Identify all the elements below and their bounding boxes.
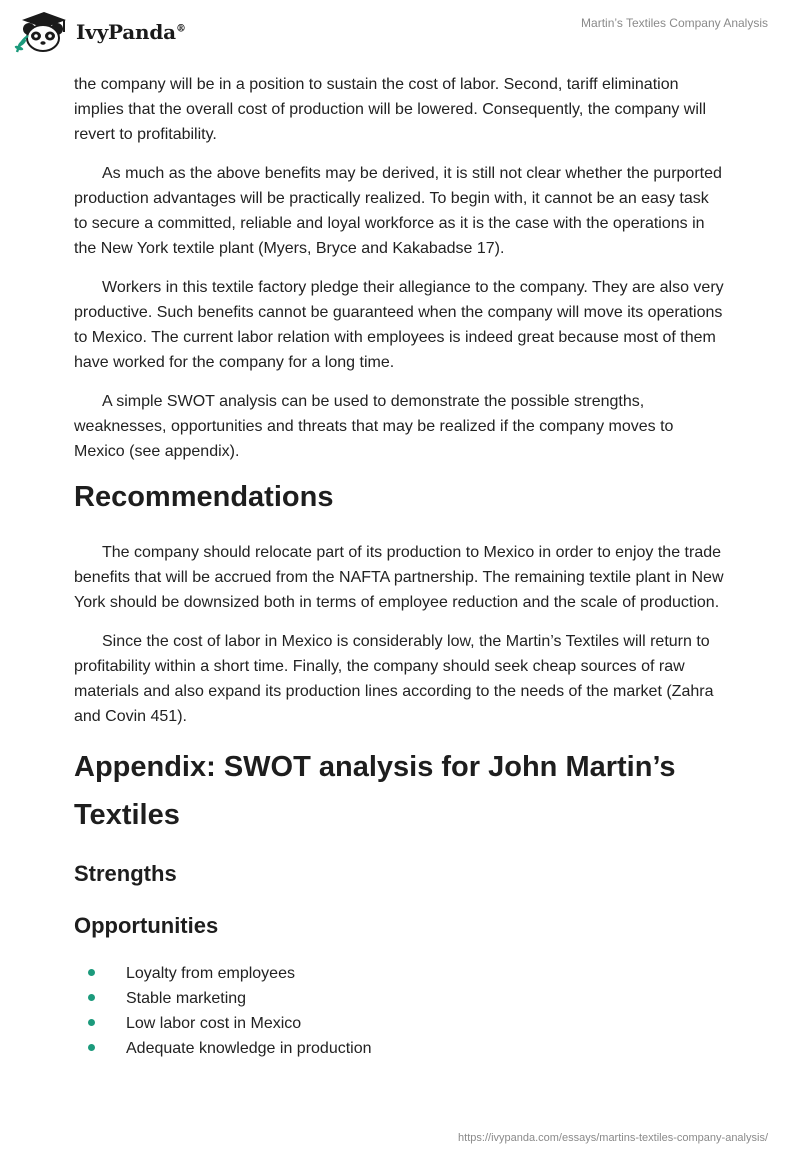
- list-item: Adequate knowledge in production: [74, 1036, 726, 1061]
- bullet-icon: [88, 1044, 95, 1051]
- opportunities-heading: Opportunities: [74, 913, 219, 938]
- strengths-heading: Strengths: [74, 861, 177, 886]
- paragraph-5: The company should relocate part of its production to Mexico in order to enjoy the trade benefits that will be accrued from the NAFTA partnership. The remaining textile plant in New York should be downsized both in terms of employee reduction and the scale of production.: [74, 544, 724, 611]
- paragraph-6: Since the cost of labor in Mexico is considerably low, the Martin’s Textiles will return to profitability within a short time. Finally, the company should seek cheap sources of raw materials and also expand its production lines according to the needs of the market (Zahra and Covin 451).: [74, 633, 714, 725]
- paragraph-1: the company will be in a position to sustain the cost of labor. Second, tariff elimination implies that the overall cost of production will be lowered. Consequently, the company will revert to profitability.: [74, 76, 707, 143]
- list-item: Loyalty from employees: [74, 961, 726, 986]
- article-body: [74, 72, 726, 1061]
- document-title: Martin’s Textiles Company Analysis: [581, 16, 768, 30]
- appendix-heading: Appendix: SWOT analysis for John Martin’s Textiles: [74, 751, 676, 831]
- paragraph-4: A simple SWOT analysis can be used to demonstrate the possible strengths, weaknesses, opportunities and threats that may be realized if the company moves to Mexico (see appendix).: [74, 393, 674, 460]
- swot-list: [74, 961, 726, 1061]
- panda-graduate-icon: [14, 10, 72, 54]
- brand-name: IvyPanda®: [76, 20, 186, 44]
- list-item: Low labor cost in Mexico: [74, 1011, 726, 1036]
- paragraph-3: Workers in this textile factory pledge their allegiance to the company. They are also very productive. Such benefits cannot be guaranteed when the company will move its operations to Mexico. The current labor relation with employees is indeed great because most of them have worked for the company for a long time.: [74, 279, 724, 371]
- list-item: Stable marketing: [74, 986, 726, 1011]
- bullet-icon: [88, 1019, 95, 1026]
- bullet-icon: [88, 969, 95, 976]
- source-url[interactable]: https://ivypanda.com/essays/martins-textiles-company-analysis/: [458, 1132, 768, 1144]
- page-header: [0, 0, 800, 64]
- paragraph-2: As much as the above benefits may be derived, it is still not clear whether the purported production advantages will be practically realized. To begin with, it cannot be an easy task to secure a committed, reliable and loyal workforce as it is the case with the operations in the New York textile plant (Myers, Bryce and Kakabadse 17).: [74, 165, 722, 257]
- recommendations-heading: Recommendations: [74, 481, 334, 513]
- ivypanda-logo[interactable]: [14, 10, 186, 54]
- bullet-icon: [88, 994, 95, 1001]
